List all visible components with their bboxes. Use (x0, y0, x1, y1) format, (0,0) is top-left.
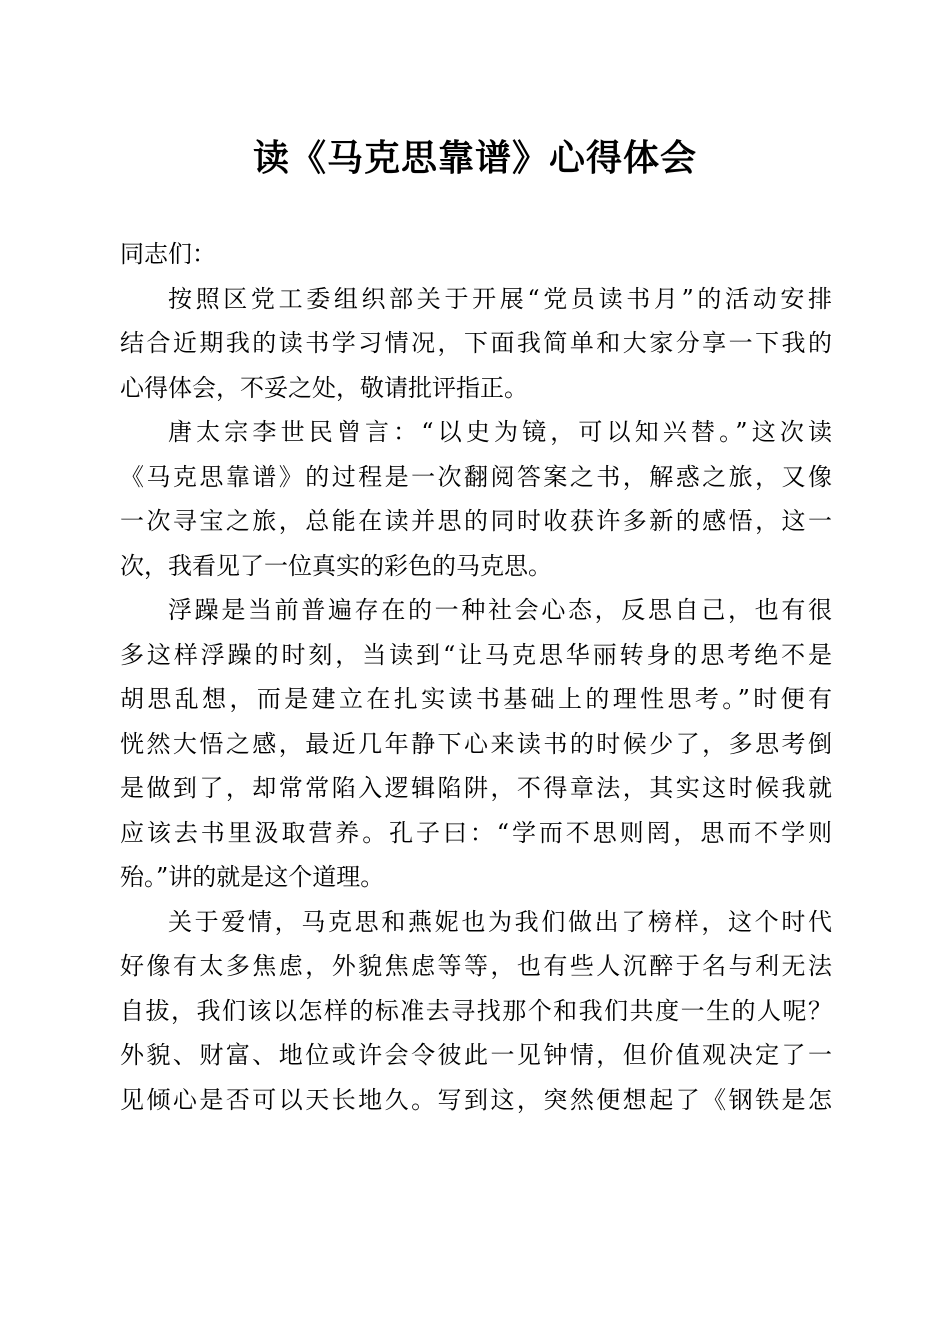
body-line: 是做到了，却常常陷入逻辑陷阱，不得章法，其实这时候我就 (120, 774, 832, 802)
body-line: 一次寻宝之旅，总能在读并思的同时收获许多新的感悟，这一 (120, 507, 832, 535)
body-line: 《马克思靠谱》的过程是一次翻阅答案之书，解惑之旅，又像 (120, 462, 832, 491)
body-line: 次，我看见了一位真实的彩色的马克思。 (120, 551, 552, 580)
body-line: 应该去书里汲取营养。孔子曰：“学而不思则罔，思而不学则 (120, 818, 832, 847)
body-line: 外貌、财富、地位或许会令彼此一见钟情，但价值观决定了一 (120, 1041, 832, 1069)
body-line: 见倾心是否可以天长地久。写到这，突然便想起了《钢铁是怎 (120, 1085, 832, 1114)
body-line: 关于爱情，马克思和燕妮也为我们做出了榜样，这个时代 (168, 907, 832, 936)
body-line: 同志们： (120, 240, 216, 268)
body-line: 好像有太多焦虑，外貌焦虑等等，也有些人沉醉于名与利无法 (120, 952, 832, 980)
body-line: 殆。”讲的就是这个道理。 (120, 863, 385, 891)
body-line: 唐太宗李世民曾言：“以史为镜，可以知兴替。”这次读 (168, 418, 832, 446)
body-line: 恍然大悟之感，最近几年静下心来读书的时候少了，多思考倒 (120, 729, 832, 758)
body-line: 心得体会，不妥之处，敬请批评指正。 (120, 373, 528, 402)
body-line: 结合近期我的读书学习情况，下面我简单和大家分享一下我的 (120, 329, 832, 357)
body-line: 多这样浮躁的时刻，当读到“让马克思华丽转身的思考绝不是 (120, 640, 832, 669)
body-line: 按照区党工委组织部关于开展“党员读书月”的活动安排 (168, 284, 832, 313)
document-body (120, 232, 832, 1122)
body-line: 浮躁是当前普遍存在的一种社会心态，反思自己，也有很 (168, 596, 832, 624)
body-line: 自拔，我们该以怎样的标准去寻找那个和我们共度一生的人呢？ (120, 996, 832, 1025)
document-title: 读《马克思靠谱》心得体会 (252, 137, 697, 179)
body-line: 胡思乱想，而是建立在扎实读书基础上的理性思考。”时便有 (120, 685, 832, 713)
